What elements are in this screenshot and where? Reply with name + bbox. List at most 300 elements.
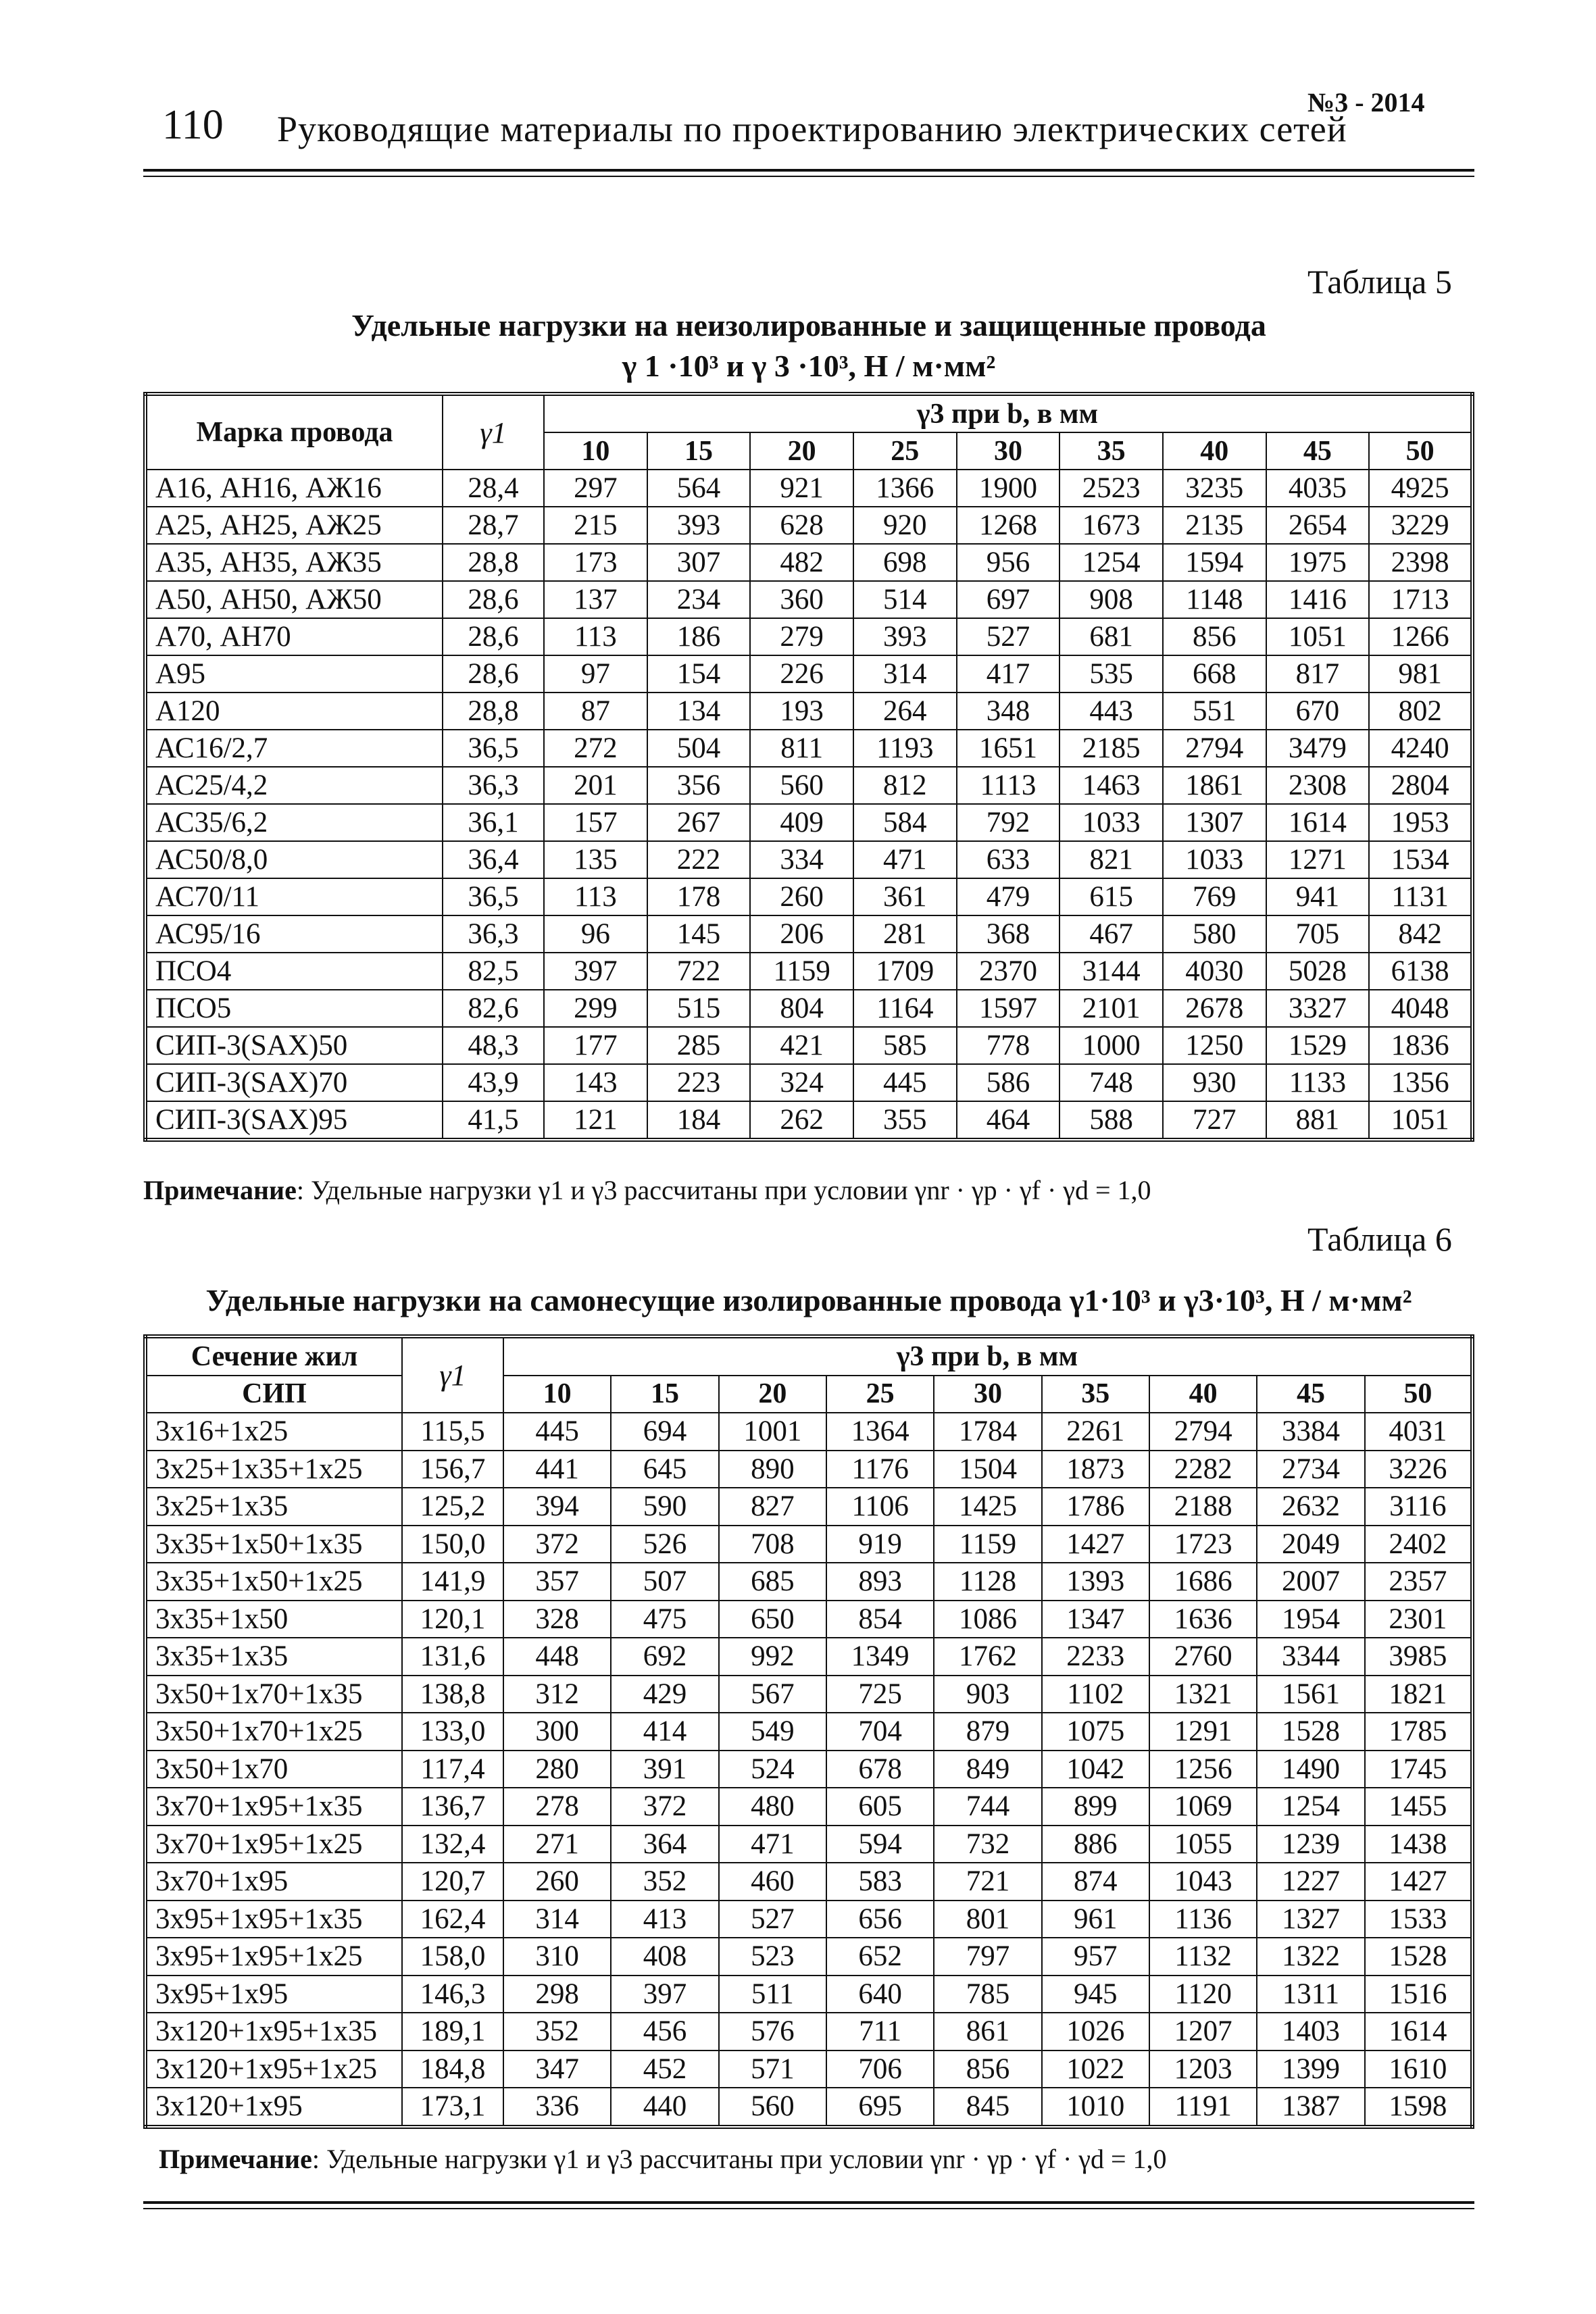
table5-cell: 1861	[1163, 767, 1266, 804]
table5-cell: 260	[750, 878, 853, 915]
table6-cell: 448	[503, 1638, 611, 1676]
table6-cell: 2734	[1257, 1451, 1364, 1488]
table6-note-text: : Удельные нагрузки γ1 и γ3 рассчитаны при условии γnr · γp · γf · γd = 1,0	[311, 2144, 1167, 2174]
table5-cell: 4048	[1369, 990, 1472, 1027]
table6-cell: 1528	[1365, 1938, 1472, 1976]
table5-row-gamma1: 28,6	[443, 581, 544, 618]
table6-cell: 567	[719, 1676, 826, 1713]
table5-cell: 393	[853, 618, 957, 655]
table5-cell: 670	[1266, 693, 1370, 730]
table6-cell: 280	[503, 1751, 611, 1788]
table5-cell: 267	[647, 804, 751, 841]
table6-row-name: 3x50+1x70+1x25	[145, 1713, 402, 1751]
table5-cell: 6138	[1369, 953, 1472, 990]
table6-cell: 725	[826, 1676, 934, 1713]
table5-cell: 727	[1163, 1101, 1266, 1140]
table6-cell: 440	[611, 2088, 718, 2127]
table6-cell: 945	[1042, 1976, 1149, 2013]
table5-cell: 87	[544, 693, 647, 730]
table5-row-gamma1: 36,5	[443, 878, 544, 915]
table6-row	[145, 1413, 1472, 1451]
table6-row	[145, 1488, 1472, 1526]
table6-col-name: Сечение жил	[145, 1336, 402, 1376]
table5-cell: 2135	[1163, 507, 1266, 544]
table6-row	[145, 1713, 1472, 1751]
table6-cell: 278	[503, 1788, 611, 1826]
table5-cell: 96	[544, 915, 647, 953]
table5-cell: 748	[1059, 1064, 1163, 1101]
table5-cell: 184	[647, 1101, 751, 1140]
table5-row-gamma1: 36,4	[443, 841, 544, 878]
table6-cell: 523	[719, 1938, 826, 1976]
table5-cell: 314	[853, 655, 957, 693]
table5-thickness-header: 25	[853, 432, 957, 470]
table6-cell: 560	[719, 2088, 826, 2127]
table5-row-gamma1: 41,5	[443, 1101, 544, 1140]
table6-row	[145, 1676, 1472, 1713]
table5-cell: 560	[750, 767, 853, 804]
table6-cell: 1516	[1365, 1976, 1472, 2013]
table6-col-name-2: СИП	[145, 1376, 402, 1413]
table6-row-gamma1: 117,4	[402, 1751, 503, 1788]
table6-cell: 1311	[1257, 1976, 1364, 2013]
table5-cell: 1953	[1369, 804, 1472, 841]
table6-cell: 1022	[1042, 2051, 1149, 2088]
table6-cell: 1528	[1257, 1713, 1364, 1751]
table6-row-gamma1: 120,7	[402, 1863, 503, 1901]
table6-row-gamma1: 150,0	[402, 1526, 503, 1563]
table5-cell: 2370	[957, 953, 1060, 990]
table6-cell: 1954	[1257, 1601, 1364, 1638]
table6	[143, 1334, 1474, 2129]
table6-cell: 271	[503, 1826, 611, 1863]
table5-cell: 143	[544, 1064, 647, 1101]
table6-cell: 1427	[1042, 1526, 1149, 1563]
table5-cell: 1416	[1266, 581, 1370, 618]
table5-row-name: АС50/8,0	[145, 841, 443, 878]
table5-cell: 920	[853, 507, 957, 544]
table5-cell: 464	[957, 1101, 1060, 1140]
table6-cell: 694	[611, 1413, 718, 1451]
table5-row	[145, 730, 1472, 767]
table5-cell: 3327	[1266, 990, 1370, 1027]
table6-cell: 1322	[1257, 1938, 1364, 1976]
table6-row-name: 3x70+1x95+1x35	[145, 1788, 402, 1826]
table6-cell: 874	[1042, 1863, 1149, 1901]
table6-cell: 460	[719, 1863, 826, 1901]
table5-cell: 186	[647, 618, 751, 655]
table6-row	[145, 1976, 1472, 2013]
table6-cell: 1598	[1365, 2088, 1472, 2127]
table6-cell: 1191	[1149, 2088, 1257, 2127]
table6-cell: 2402	[1365, 1526, 1472, 1563]
table5-row-name: А50, АН50, АЖ50	[145, 581, 443, 618]
table6-row-gamma1: 156,7	[402, 1451, 503, 1488]
table5-cell: 360	[750, 581, 853, 618]
header-rule-thin	[143, 176, 1474, 177]
table5-cell: 2678	[1163, 990, 1266, 1027]
table6-row-name: 3x120+1x95	[145, 2088, 402, 2127]
table6-cell: 2794	[1149, 1413, 1257, 1451]
table6-cell: 1128	[934, 1563, 1041, 1601]
table5-cell: 564	[647, 470, 751, 507]
table6-cell: 744	[934, 1788, 1041, 1826]
table5-cell: 804	[750, 990, 853, 1027]
table6-note-label: Примечание	[159, 2144, 312, 2174]
table5-row	[145, 470, 1472, 507]
table6-row	[145, 1863, 1472, 1901]
table6-cell: 605	[826, 1788, 934, 1826]
table5-cell: 173	[544, 544, 647, 581]
table6-row-name: 3x50+1x70	[145, 1751, 402, 1788]
table6-cell: 1490	[1257, 1751, 1364, 1788]
table5-row-name: АС16/2,7	[145, 730, 443, 767]
table6-cell: 357	[503, 1563, 611, 1601]
table6-thickness-header: 10	[503, 1376, 611, 1413]
table5-cell: 121	[544, 1101, 647, 1140]
table6-cell: 961	[1042, 1901, 1149, 1938]
table6-cell: 797	[934, 1938, 1041, 1976]
table6-cell: 310	[503, 1938, 611, 1976]
table5-cell: 584	[853, 804, 957, 841]
table5-row-name: АС70/11	[145, 878, 443, 915]
table6-cell: 1106	[826, 1488, 934, 1526]
table5-cell: 409	[750, 804, 853, 841]
table5-cell: 1164	[853, 990, 957, 1027]
table5-cell: 222	[647, 841, 751, 878]
table5-col-gamma1: γ1	[443, 394, 544, 470]
table5-label: Таблица 5	[1307, 263, 1452, 301]
table6-cell: 1321	[1149, 1676, 1257, 1713]
table6-cell: 856	[934, 2051, 1041, 2088]
table6-row	[145, 1901, 1472, 1938]
table6-cell: 845	[934, 2088, 1041, 2127]
table6-cell: 1159	[934, 1526, 1041, 1563]
table6-cell: 2632	[1257, 1488, 1364, 1526]
table5-cell: 1900	[957, 470, 1060, 507]
table5-cell: 471	[853, 841, 957, 878]
table6-row-gamma1: 146,3	[402, 1976, 503, 2013]
table6-label: Таблица 6	[1307, 1220, 1452, 1258]
table6-cell: 1086	[934, 1601, 1041, 1638]
table6-cell: 1327	[1257, 1901, 1364, 1938]
table6-cell: 1075	[1042, 1713, 1149, 1751]
table5-cell: 2308	[1266, 767, 1370, 804]
table6-cell: 1686	[1149, 1563, 1257, 1601]
table5-cell: 1307	[1163, 804, 1266, 841]
table5-thickness-header: 35	[1059, 432, 1163, 470]
table6-cell: 526	[611, 1526, 718, 1563]
table5-row-name: А70, АН70	[145, 618, 443, 655]
table6-row-name: 3x95+1x95+1x25	[145, 1938, 402, 1976]
table6-cell: 1533	[1365, 1901, 1472, 1938]
table5-cell: 201	[544, 767, 647, 804]
table5-cell: 393	[647, 507, 751, 544]
table6-thickness-header: 50	[1365, 1376, 1472, 1413]
table6-cell: 827	[719, 1488, 826, 1526]
table5-row-gamma1: 36,1	[443, 804, 544, 841]
table6-cell: 1399	[1257, 2051, 1364, 2088]
table6-cell: 507	[611, 1563, 718, 1601]
table5-row-name: АС25/4,2	[145, 767, 443, 804]
table6-cell: 511	[719, 1976, 826, 2013]
table6-thickness-header: 25	[826, 1376, 934, 1413]
table5-row-gamma1: 28,8	[443, 544, 544, 581]
table5-cell: 585	[853, 1027, 957, 1064]
table6-cell: 1610	[1365, 2051, 1472, 2088]
table5-cell: 234	[647, 581, 751, 618]
table6-cell: 1347	[1042, 1601, 1149, 1638]
table5-cell: 2398	[1369, 544, 1472, 581]
table5-cell: 154	[647, 655, 751, 693]
table6-row-gamma1: 131,6	[402, 1638, 503, 1676]
table5-row-name: АС35/6,2	[145, 804, 443, 841]
table6-row	[145, 1751, 1472, 1788]
table5-row	[145, 1101, 1472, 1140]
table5-cell: 1000	[1059, 1027, 1163, 1064]
table6-row-gamma1: 136,7	[402, 1788, 503, 1826]
table5-cell: 817	[1266, 655, 1370, 693]
table5-cell: 97	[544, 655, 647, 693]
table6-cell: 706	[826, 2051, 934, 2088]
table5-cell: 482	[750, 544, 853, 581]
table5-cell: 1463	[1059, 767, 1163, 804]
table6-cell: 1001	[719, 1413, 826, 1451]
table6-row-gamma1: 158,0	[402, 1938, 503, 1976]
table6-row-name: 3x120+1x95+1x25	[145, 2051, 402, 2088]
table5-cell: 2523	[1059, 470, 1163, 507]
table6-row-name: 3x95+1x95+1x35	[145, 1901, 402, 1938]
table6-cell: 1176	[826, 1451, 934, 1488]
table6-cell: 732	[934, 1826, 1041, 1863]
table6-cell: 708	[719, 1526, 826, 1563]
table5-thickness-header: 20	[750, 432, 853, 470]
table5-cell: 514	[853, 581, 957, 618]
table5-row	[145, 544, 1472, 581]
table5-cell: 1356	[1369, 1064, 1472, 1101]
table5-cell: 226	[750, 655, 853, 693]
table6-row	[145, 2013, 1472, 2051]
table5-cell: 1975	[1266, 544, 1370, 581]
table5-cell: 2185	[1059, 730, 1163, 767]
table6-cell: 352	[611, 1863, 718, 1901]
table5-cell: 2804	[1369, 767, 1472, 804]
table6-cell: 1614	[1365, 2013, 1472, 2051]
table6-row-gamma1: 189,1	[402, 2013, 503, 2051]
table6-cell: 1207	[1149, 2013, 1257, 2051]
table6-cell: 2007	[1257, 1563, 1364, 1601]
table6-cell: 594	[826, 1826, 934, 1863]
table6-row	[145, 1638, 1472, 1676]
table5-cell: 215	[544, 507, 647, 544]
table6-row-name: 3x16+1x25	[145, 1413, 402, 1451]
table5	[143, 392, 1474, 1142]
table5-row	[145, 767, 1472, 804]
table6-cell: 1504	[934, 1451, 1041, 1488]
table6-cell: 1043	[1149, 1863, 1257, 1901]
table5-caption-units: γ 1 ·10³ и γ 3 ·10³, Н / м·мм²	[622, 349, 996, 383]
table6-row-gamma1: 133,0	[402, 1713, 503, 1751]
table6-cell: 1785	[1365, 1713, 1472, 1751]
table5-cell: 5028	[1266, 953, 1370, 990]
table6-row-gamma1: 184,8	[402, 2051, 503, 2088]
footer-rule	[143, 2201, 1474, 2204]
table6-cell: 347	[503, 2051, 611, 2088]
table5-cell: 334	[750, 841, 853, 878]
table6-cell: 364	[611, 1826, 718, 1863]
table5-cell: 4035	[1266, 470, 1370, 507]
table6-row-name: 3x70+1x95	[145, 1863, 402, 1901]
table6-row	[145, 1826, 1472, 1863]
table6-cell: 480	[719, 1788, 826, 1826]
table6-cell: 1227	[1257, 1863, 1364, 1901]
table6-cell: 394	[503, 1488, 611, 1526]
table6-cell: 1042	[1042, 1751, 1149, 1788]
table6-cell: 1069	[1149, 1788, 1257, 1826]
table5-row-gamma1: 82,5	[443, 953, 544, 990]
table6-cell: 1403	[1257, 2013, 1364, 2051]
table6-cell: 2760	[1149, 1638, 1257, 1676]
table6-row	[145, 2051, 1472, 2088]
table5-cell: 908	[1059, 581, 1163, 618]
table6-cell: 2233	[1042, 1638, 1149, 1676]
table5-cell: 4925	[1369, 470, 1472, 507]
table6-cell: 1203	[1149, 2051, 1257, 2088]
table5-cell: 586	[957, 1064, 1060, 1101]
table5-row-name: ПСО4	[145, 953, 443, 990]
table6-cell: 899	[1042, 1788, 1149, 1826]
table6-row	[145, 1526, 1472, 1563]
table5-cell: 206	[750, 915, 853, 953]
table5-row	[145, 618, 1472, 655]
table6-row-name: 3x25+1x35+1x25	[145, 1451, 402, 1488]
table5-group-header: γ3 при b, в мм	[544, 394, 1472, 432]
table5-row	[145, 507, 1472, 544]
header-rule	[143, 169, 1474, 172]
table5-row	[145, 655, 1472, 693]
table6-cell: 650	[719, 1601, 826, 1638]
table6-cell: 1120	[1149, 1976, 1257, 2013]
table5-thickness-header: 10	[544, 432, 647, 470]
table5-cell: 588	[1059, 1101, 1163, 1140]
table6-cell: 903	[934, 1676, 1041, 1713]
table5-cell: 297	[544, 470, 647, 507]
table6-row-name: 3x35+1x35	[145, 1638, 402, 1676]
table6-cell: 893	[826, 1563, 934, 1601]
table5-cell: 1366	[853, 470, 957, 507]
table5-cell: 1033	[1059, 804, 1163, 841]
table6-cell: 3226	[1365, 1451, 1472, 1488]
table6-cell: 711	[826, 2013, 934, 2051]
table6-cell: 372	[503, 1526, 611, 1563]
table6-cell: 957	[1042, 1938, 1149, 1976]
table5-cell: 157	[544, 804, 647, 841]
table5-cell: 355	[853, 1101, 957, 1140]
table6-cell: 397	[611, 1976, 718, 2013]
table5-cell: 1713	[1369, 581, 1472, 618]
table6-cell: 1723	[1149, 1526, 1257, 1563]
table5-cell: 3144	[1059, 953, 1163, 990]
table6-cell: 1239	[1257, 1826, 1364, 1863]
table5-cell: 697	[957, 581, 1060, 618]
table6-cell: 414	[611, 1713, 718, 1751]
table5-cell: 285	[647, 1027, 751, 1064]
table5-cell: 1597	[957, 990, 1060, 1027]
page-number: 110	[162, 102, 224, 148]
table5-cell: 698	[853, 544, 957, 581]
table5-note	[143, 1174, 1151, 1206]
table5-row-name: А120	[145, 693, 443, 730]
table5-cell: 1529	[1266, 1027, 1370, 1064]
table6-cell: 2282	[1149, 1451, 1257, 1488]
table5-cell: 2794	[1163, 730, 1266, 767]
table5-cell: 527	[957, 618, 1060, 655]
table5-cell: 1193	[853, 730, 957, 767]
table6-cell: 298	[503, 1976, 611, 2013]
table6-thickness-header: 15	[611, 1376, 718, 1413]
table6-cell: 656	[826, 1901, 934, 1938]
table5-cell: 177	[544, 1027, 647, 1064]
table5-cell: 802	[1369, 693, 1472, 730]
table5-cell: 681	[1059, 618, 1163, 655]
table6-cell: 890	[719, 1451, 826, 1488]
table6-cell: 314	[503, 1901, 611, 1938]
table5-row-name: ПСО5	[145, 990, 443, 1027]
table6-cell: 391	[611, 1751, 718, 1788]
table6-cell: 549	[719, 1713, 826, 1751]
table6-cell: 452	[611, 2051, 718, 2088]
table5-cell: 421	[750, 1027, 853, 1064]
table5-row-gamma1: 48,3	[443, 1027, 544, 1064]
table6-cell: 1256	[1149, 1751, 1257, 1788]
table5-cell: 479	[957, 878, 1060, 915]
table6-row-name: 3x25+1x35	[145, 1488, 402, 1526]
table5-row	[145, 804, 1472, 841]
table5-cell: 930	[1163, 1064, 1266, 1101]
table5-cell: 842	[1369, 915, 1472, 953]
table6-row-gamma1: 138,8	[402, 1676, 503, 1713]
table6-cell: 849	[934, 1751, 1041, 1788]
table5-cell: 223	[647, 1064, 751, 1101]
table5-cell: 397	[544, 953, 647, 990]
table5-cell: 3229	[1369, 507, 1472, 544]
table5-cell: 821	[1059, 841, 1163, 878]
table6-row	[145, 1451, 1472, 1488]
table6-cell: 372	[611, 1788, 718, 1826]
table6-thickness-header: 45	[1257, 1376, 1364, 1413]
table5-cell: 4240	[1369, 730, 1472, 767]
table5-cell: 812	[853, 767, 957, 804]
table6-cell: 1393	[1042, 1563, 1149, 1601]
table6-cell: 2261	[1042, 1413, 1149, 1451]
table6-cell: 3985	[1365, 1638, 1472, 1676]
table6-cell: 785	[934, 1976, 1041, 2013]
table6-cell: 1387	[1257, 2088, 1364, 2127]
table6-cell: 1745	[1365, 1751, 1472, 1788]
table5-cell: 504	[647, 730, 751, 767]
table5-cell: 881	[1266, 1101, 1370, 1140]
table6-cell: 1136	[1149, 1901, 1257, 1938]
table6-row-gamma1: 132,4	[402, 1826, 503, 1863]
table5-cell: 178	[647, 878, 751, 915]
table6-cell: 527	[719, 1901, 826, 1938]
table6-note	[159, 2143, 1167, 2175]
table5-cell: 2654	[1266, 507, 1370, 544]
table6-cell: 640	[826, 1976, 934, 2013]
table6-cell: 1821	[1365, 1676, 1472, 1713]
table5-cell: 1266	[1369, 618, 1472, 655]
table5-cell: 551	[1163, 693, 1266, 730]
